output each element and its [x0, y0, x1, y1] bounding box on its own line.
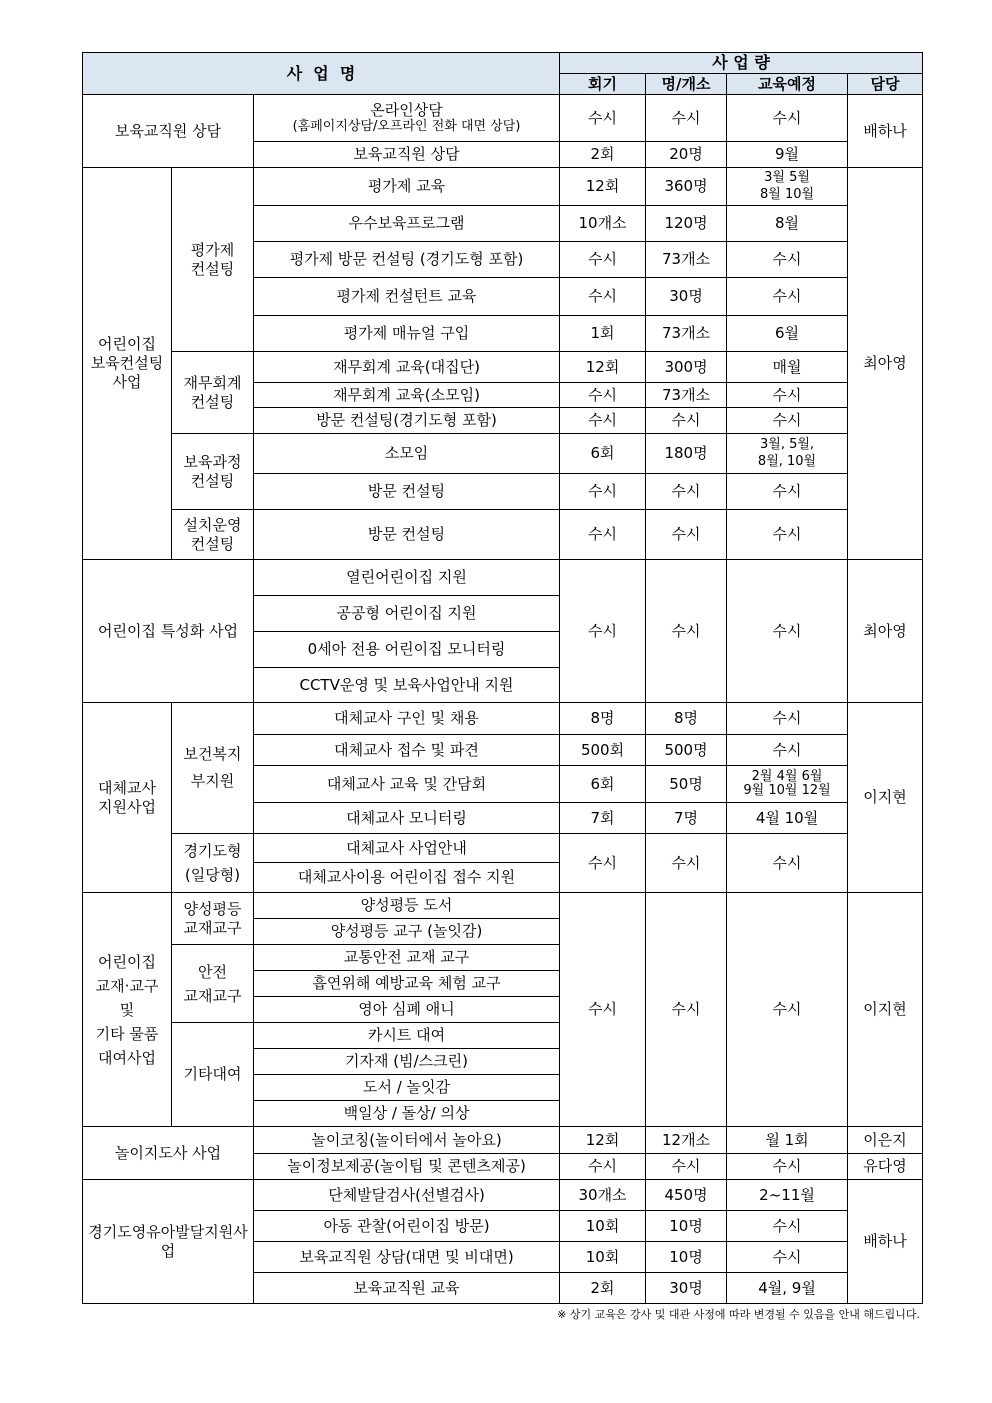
- item-label: 0세아 전용 어린이집 모니터링: [254, 632, 560, 668]
- item-label: 대체교사 구인 및 채용: [254, 703, 560, 735]
- table-row: [83, 510, 923, 560]
- item-label: 온라인상담: [370, 100, 443, 119]
- table-row: [83, 168, 923, 206]
- item-label: 보육교직원 교육: [254, 1273, 560, 1304]
- schedule-cell: 수시: [727, 735, 848, 766]
- schedule-cell: 월 1회: [727, 1127, 848, 1154]
- table-row: [83, 560, 923, 596]
- section-title: 어린이집 특성화 사업: [83, 560, 254, 703]
- people-cell: 30명: [646, 278, 727, 316]
- count-cell: 수시: [560, 893, 646, 1127]
- count-cell: 6회: [560, 766, 646, 803]
- item-label: CCTV운영 및 보육사업안내 지원: [254, 668, 560, 703]
- business-plan-table: [82, 52, 923, 1304]
- count-cell: 수시: [560, 560, 646, 703]
- section-title: 경기도영유아발달지원사 업: [83, 1180, 254, 1304]
- schedule-cell: 9월: [727, 142, 848, 168]
- count-cell: 수시: [560, 834, 646, 893]
- count-cell: 수시: [560, 1154, 646, 1180]
- header-amount: 사 업 량: [560, 53, 923, 74]
- people-cell: 20명: [646, 142, 727, 168]
- manager-cell: 배하나: [848, 1180, 923, 1304]
- schedule-cell: 수시: [727, 95, 848, 142]
- header-count: 회기: [560, 74, 646, 95]
- people-cell: 수시: [646, 560, 727, 703]
- people-cell: 7명: [646, 803, 727, 834]
- schedule-cell: 매월: [727, 352, 848, 383]
- count-cell: 8명: [560, 703, 646, 735]
- schedule-cell: 3월 5월 8월 10월: [727, 168, 848, 206]
- schedule-cell: 수시: [727, 242, 848, 278]
- count-cell: 30개소: [560, 1180, 646, 1211]
- people-cell: 73개소: [646, 316, 727, 352]
- item-cell: [254, 95, 560, 142]
- schedule-cell: 8월: [727, 206, 848, 242]
- people-cell: 수시: [646, 510, 727, 560]
- people-cell: 73개소: [646, 383, 727, 408]
- people-cell: 8명: [646, 703, 727, 735]
- table-row: [83, 95, 923, 142]
- group-title: 기타대여: [172, 1023, 254, 1127]
- people-cell: 360명: [646, 168, 727, 206]
- group-title: 안전 교재교구: [172, 945, 254, 1023]
- schedule-cell: 4월 10월: [727, 803, 848, 834]
- section-title: 보육교직원 상담: [83, 95, 254, 168]
- item-label: 영아 심폐 애니: [254, 997, 560, 1023]
- people-cell: 450명: [646, 1180, 727, 1211]
- people-cell: 12개소: [646, 1127, 727, 1154]
- count-cell: 2회: [560, 1273, 646, 1304]
- item-label: 소모임: [254, 434, 560, 474]
- table-row: [83, 834, 923, 863]
- schedule-cell: 수시: [727, 560, 848, 703]
- header-name: 사 업 명: [83, 53, 560, 95]
- manager-cell: 최아영: [848, 168, 923, 560]
- table-row: [83, 1127, 923, 1154]
- people-cell: 120명: [646, 206, 727, 242]
- people-cell: 500명: [646, 735, 727, 766]
- table-row: [83, 893, 923, 919]
- group-title: 평가제 컨설팅: [172, 168, 254, 352]
- item-label: 아동 관찰(어린이집 방문): [254, 1211, 560, 1242]
- people-cell: 30명: [646, 1273, 727, 1304]
- schedule-cell: 3월, 5월, 8월, 10월: [727, 434, 848, 474]
- count-cell: 500회: [560, 735, 646, 766]
- schedule-cell: 수시: [727, 834, 848, 893]
- item-label: 대체교사 교육 및 간담회: [254, 766, 560, 803]
- group-title: 보육과정 컨설팅: [172, 434, 254, 510]
- manager-cell: 유다영: [848, 1154, 923, 1180]
- people-cell: 180명: [646, 434, 727, 474]
- item-label: 평가제 교육: [254, 168, 560, 206]
- item-label: 카시트 대여: [254, 1023, 560, 1049]
- people-cell: 수시: [646, 408, 727, 434]
- schedule-cell: 수시: [727, 1154, 848, 1180]
- group-title: 재무회계 컨설팅: [172, 352, 254, 434]
- header-manager: 담당: [848, 74, 923, 95]
- item-label: 우수보육프로그램: [254, 206, 560, 242]
- header-people: 명/개소: [646, 74, 727, 95]
- item-label: 대체교사 사업안내: [254, 834, 560, 863]
- item-label: 재무회계 교육(소모임): [254, 383, 560, 408]
- schedule-cell: 수시: [727, 1242, 848, 1273]
- item-label: 놀이정보제공(놀이팁 및 콘텐츠제공): [254, 1154, 560, 1180]
- count-cell: 12회: [560, 1127, 646, 1154]
- count-cell: 수시: [560, 510, 646, 560]
- schedule-cell: 2~11월: [727, 1180, 848, 1211]
- people-cell: 수시: [646, 474, 727, 510]
- item-label: 방문 컨설팅: [254, 510, 560, 560]
- section-title: 어린이집 보육컨설팅 사업: [83, 168, 172, 560]
- schedule-cell: 수시: [727, 408, 848, 434]
- item-label: 기자재 (빔/스크린): [254, 1049, 560, 1075]
- schedule-cell: 수시: [727, 474, 848, 510]
- schedule-cell: 수시: [727, 1211, 848, 1242]
- section-title: 놀이지도사 사업: [83, 1127, 254, 1180]
- count-cell: 수시: [560, 95, 646, 142]
- item-label: 방문 컨설팅(경기도형 포함): [254, 408, 560, 434]
- count-cell: 2회: [560, 142, 646, 168]
- count-cell: 수시: [560, 383, 646, 408]
- count-cell: 10개소: [560, 206, 646, 242]
- people-cell: 50명: [646, 766, 727, 803]
- item-sublabel: (홈페이지상담/오프라인 전화 대면 상담): [292, 119, 521, 135]
- manager-cell: 이은지: [848, 1127, 923, 1154]
- footnote: ※ 상기 교육은 강사 및 대관 사정에 따라 변경될 수 있음을 안내 해드립니다.: [557, 1308, 920, 1321]
- people-cell: 10명: [646, 1242, 727, 1273]
- table-row: [83, 352, 923, 383]
- section-title: 어린이집 교재·교구 및 기타 물품 대여사업: [83, 893, 172, 1127]
- schedule-cell: 4월, 9월: [727, 1273, 848, 1304]
- count-cell: 수시: [560, 408, 646, 434]
- group-title: 양성평등 교재교구: [172, 893, 254, 945]
- item-label: 대체교사 접수 및 파견: [254, 735, 560, 766]
- item-label: 놀이코칭(놀이터에서 놀아요): [254, 1127, 560, 1154]
- count-cell: 1회: [560, 316, 646, 352]
- count-cell: 6회: [560, 434, 646, 474]
- manager-cell: 최아영: [848, 560, 923, 703]
- item-label: 흡연위해 예방교육 체험 교구: [254, 971, 560, 997]
- section-title: 대체교사 지원사업: [83, 703, 172, 893]
- people-cell: 10명: [646, 1211, 727, 1242]
- schedule-cell: 6월: [727, 316, 848, 352]
- item-label: 백일상 / 돌상/ 의상: [254, 1101, 560, 1127]
- item-label: 공공형 어린이집 지원: [254, 596, 560, 632]
- group-title: 보건복지 부지원: [172, 703, 254, 834]
- people-cell: 수시: [646, 1154, 727, 1180]
- schedule-cell: 2월 4월 6월 9월 10월 12월: [727, 766, 848, 803]
- item-label: 양성평등 교구 (놀잇감): [254, 919, 560, 945]
- item-label: 단체발달검사(선별검사): [254, 1180, 560, 1211]
- manager-cell: 배하나: [848, 95, 923, 168]
- group-title: 경기도형 (일당형): [172, 834, 254, 893]
- item-label: 보육교직원 상담: [254, 142, 560, 168]
- schedule-cell: 수시: [727, 383, 848, 408]
- item-label: 교통안전 교재 교구: [254, 945, 560, 971]
- item-label: 양성평등 도서: [254, 893, 560, 919]
- item-label: 열린어린이집 지원: [254, 560, 560, 596]
- item-label: 보육교직원 상담(대면 및 비대면): [254, 1242, 560, 1273]
- table-row: [83, 703, 923, 735]
- table-row: [83, 1180, 923, 1211]
- count-cell: 10회: [560, 1242, 646, 1273]
- schedule-cell: 수시: [727, 893, 848, 1127]
- people-cell: 수시: [646, 834, 727, 893]
- group-title: 설치운영 컨설팅: [172, 510, 254, 560]
- people-cell: 73개소: [646, 242, 727, 278]
- manager-cell: 이지현: [848, 893, 923, 1127]
- people-cell: 수시: [646, 893, 727, 1127]
- header-schedule: 교육예정: [727, 74, 848, 95]
- item-label: 재무회계 교육(대집단): [254, 352, 560, 383]
- schedule-cell: 수시: [727, 703, 848, 735]
- count-cell: 수시: [560, 278, 646, 316]
- schedule-cell: 수시: [727, 278, 848, 316]
- count-cell: 12회: [560, 352, 646, 383]
- item-label: 평가제 매뉴얼 구입: [254, 316, 560, 352]
- schedule-cell: 수시: [727, 510, 848, 560]
- item-label: 대체교사 모니터링: [254, 803, 560, 834]
- people-cell: 300명: [646, 352, 727, 383]
- table-row: [83, 434, 923, 474]
- count-cell: 수시: [560, 242, 646, 278]
- people-cell: 수시: [646, 95, 727, 142]
- item-label: 대체교사이용 어린이집 접수 지원: [254, 863, 560, 893]
- count-cell: 7회: [560, 803, 646, 834]
- item-label: 방문 컨설팅: [254, 474, 560, 510]
- count-cell: 수시: [560, 474, 646, 510]
- count-cell: 12회: [560, 168, 646, 206]
- header-row-1: [83, 53, 923, 74]
- manager-cell: 이지현: [848, 703, 923, 893]
- item-label: 평가제 방문 컨설팅 (경기도형 포함): [254, 242, 560, 278]
- count-cell: 10회: [560, 1211, 646, 1242]
- item-label: 평가제 컨설턴트 교육: [254, 278, 560, 316]
- item-label: 도서 / 놀잇감: [254, 1075, 560, 1101]
